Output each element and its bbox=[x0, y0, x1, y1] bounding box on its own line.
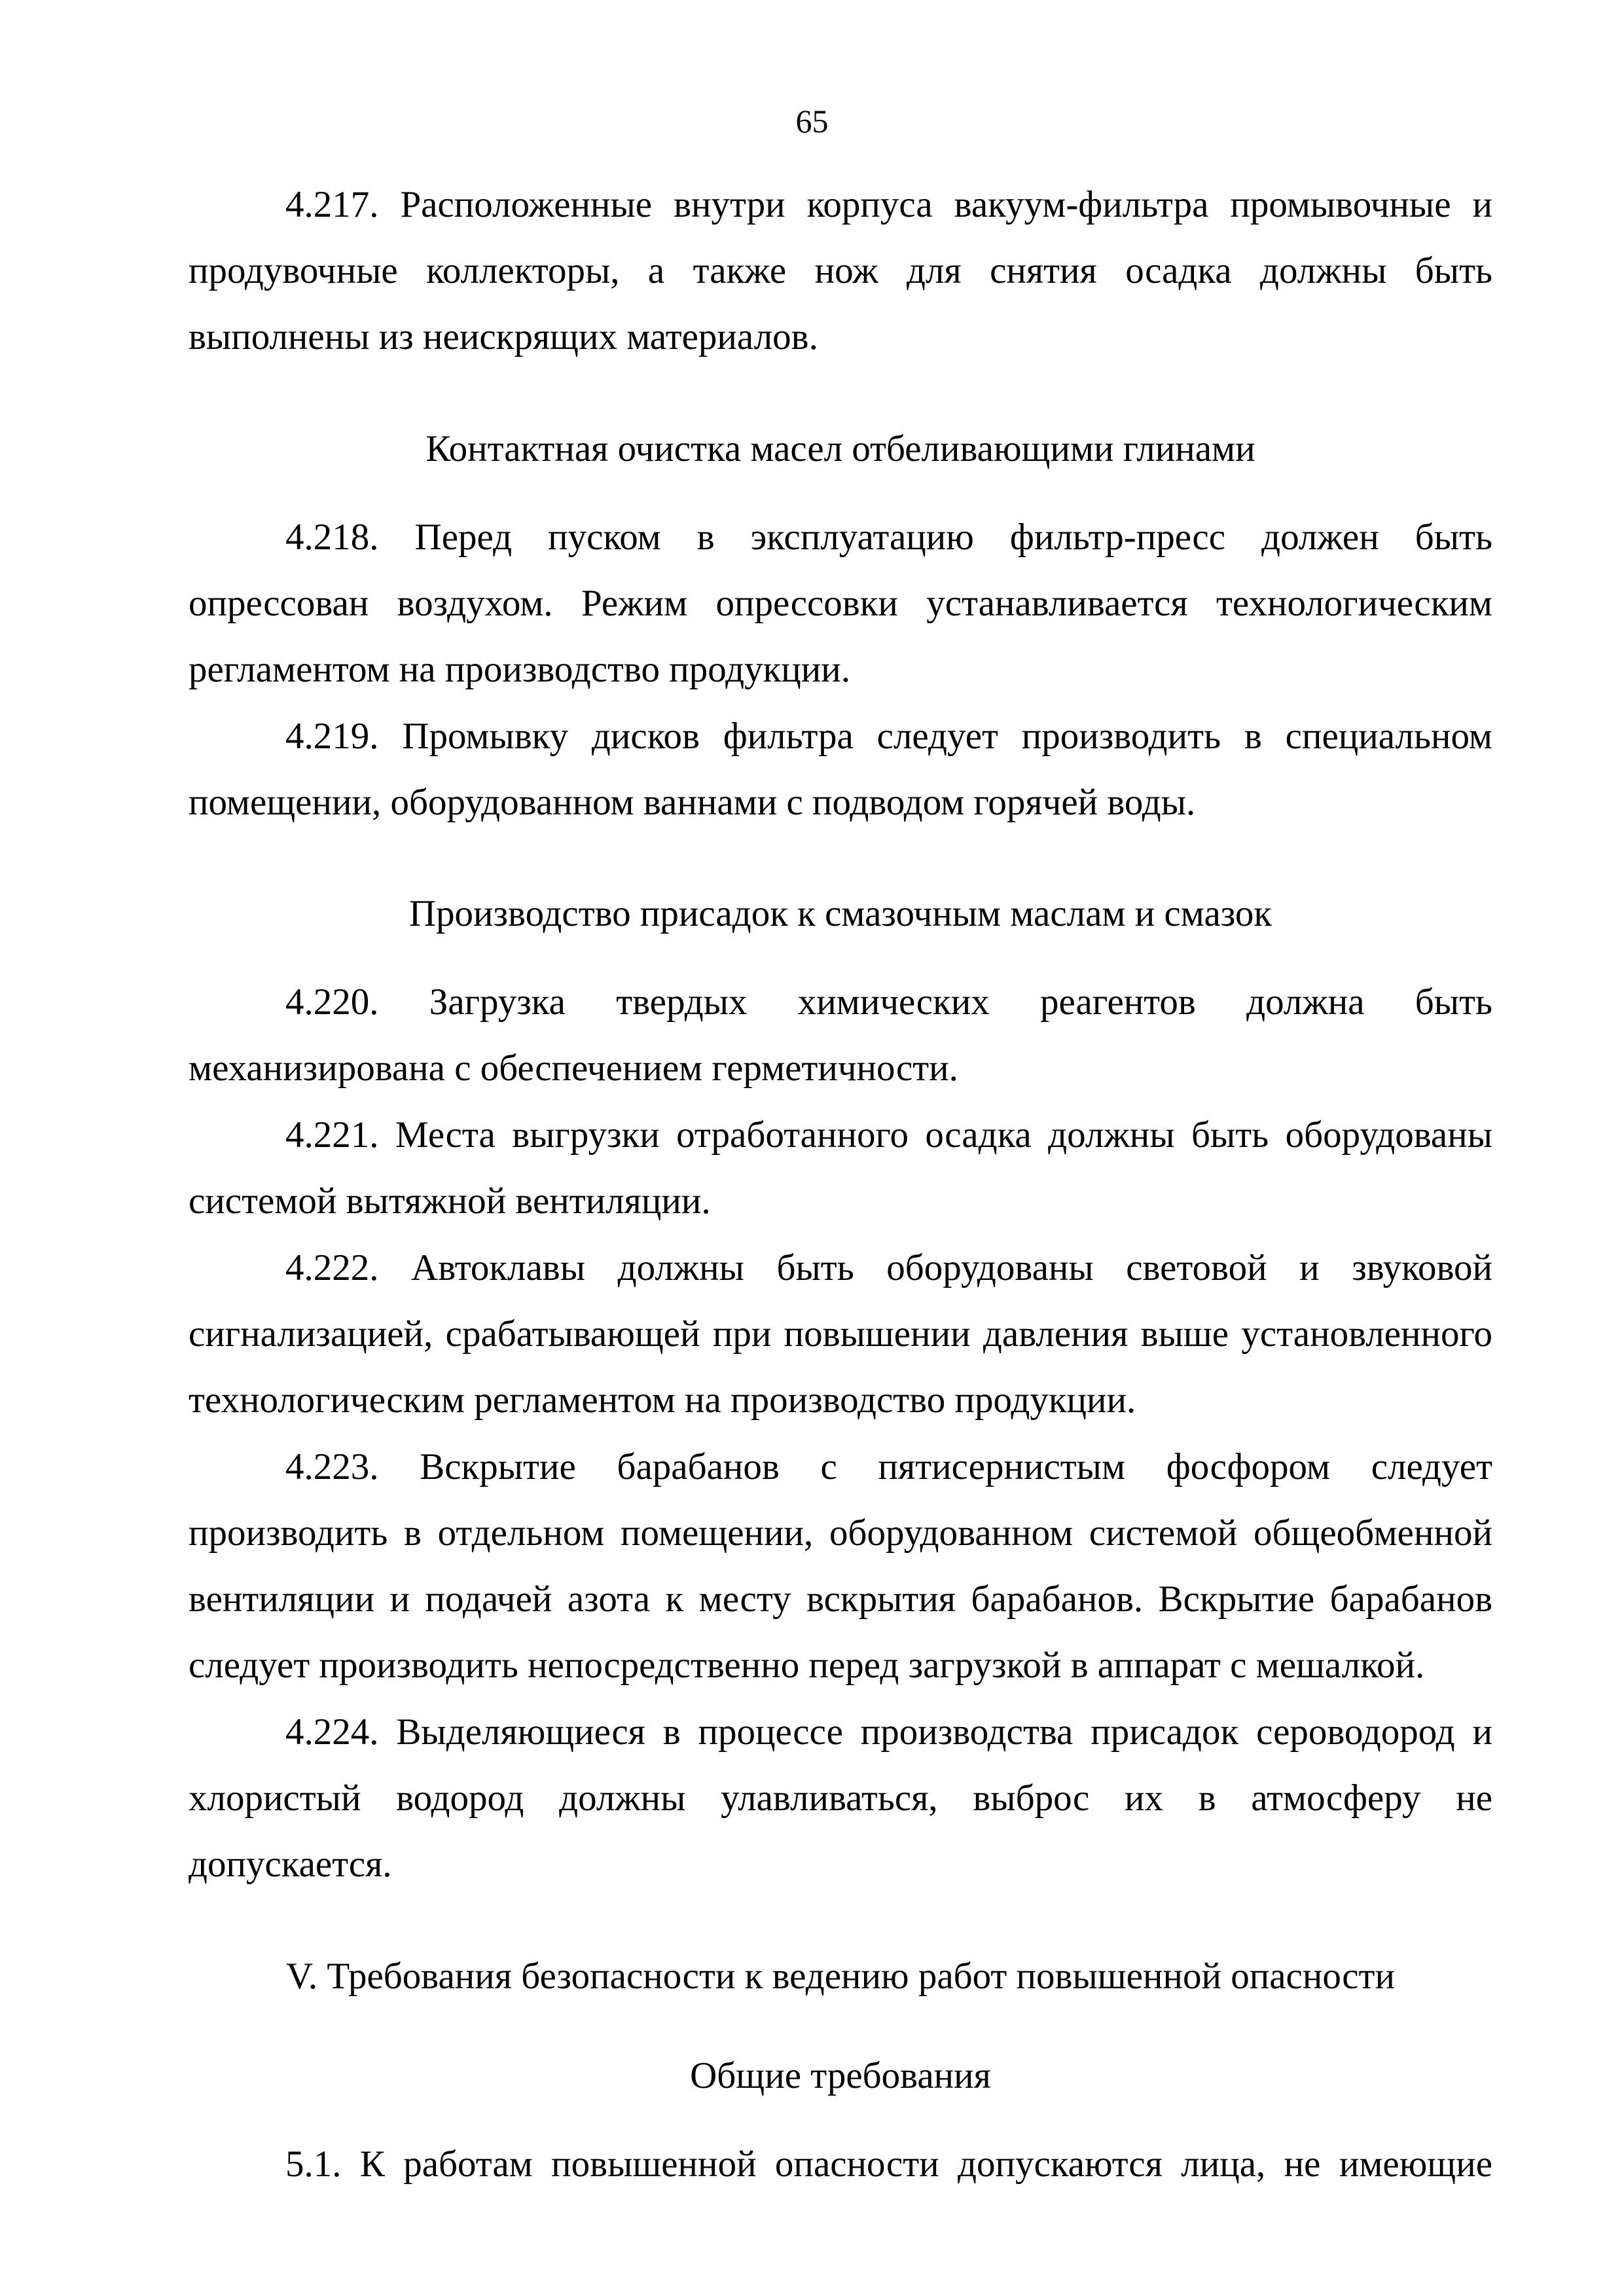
paragraph-5-1 bbox=[189, 2131, 1492, 2197]
section-heading-contact-cleaning bbox=[189, 416, 1492, 482]
paragraph-4-222 bbox=[189, 1235, 1492, 1433]
chapter-heading-v bbox=[189, 1943, 1492, 2009]
heading-text: Общие требования bbox=[690, 2055, 991, 2096]
paragraph-text: 4.219. Промывку дисков фильтра следует производить в специальном помещении, оборудованном ваннами с подводом горячей воды. bbox=[189, 716, 1492, 823]
heading-text: Контактная очистка масел отбеливающими глинами bbox=[425, 428, 1255, 469]
heading-text: V. Требования безопасности к ведению работ повышенной опасности bbox=[286, 1956, 1395, 1997]
paragraph-4-219 bbox=[189, 703, 1492, 835]
paragraph-text: 4.223. Вскрытие барабанов с пятисернистым фосфором следует производить в отдельном помещении, оборудованном системой общеобменной вентиляции и подачей азота к месту вскрытия барабанов. Вскрытие барабанов следует производить непосредственно перед загрузкой в аппарат с мешалкой. bbox=[189, 1446, 1492, 1686]
paragraph-text: 5.1. К работам повышенной опасности допускаются лица, не имеющие bbox=[285, 2143, 1492, 2185]
paragraph-4-221 bbox=[189, 1102, 1492, 1234]
paragraph-text: 4.220. Загрузка твердых химических реагентов должна быть механизирована с обеспечением герметичности. bbox=[189, 981, 1492, 1089]
paragraph-text: 4.224. Выделяющиеся в процессе производства присадок сероводород и хлористый водород должны улавливаться, выброс их в атмосферу не допускается. bbox=[189, 1711, 1492, 1885]
paragraph-4-217 bbox=[189, 172, 1492, 370]
section-heading-additives bbox=[189, 881, 1492, 947]
paragraph-text: 4.222. Автоклавы должны быть оборудованы световой и звуковой сигнализацией, срабатывающей при повышении давления выше установленного технологическим регламентом на производство продукции. bbox=[189, 1247, 1492, 1421]
paragraph-4-220 bbox=[189, 969, 1492, 1101]
paragraph-4-218 bbox=[189, 504, 1492, 702]
page-number: 65 bbox=[795, 103, 829, 139]
paragraph-4-223 bbox=[189, 1434, 1492, 1698]
paragraph-4-224 bbox=[189, 1699, 1492, 1897]
paragraph-text: 4.217. Расположенные внутри корпуса вакуум-фильтра промывочные и продувочные коллекторы, а также нож для снятия осадка должны быть выполнены из неискрящих материалов. bbox=[189, 184, 1492, 357]
paragraph-text: 4.221. Места выгрузки отработанного осадка должны быть оборудованы системой вытяжной вентиляции. bbox=[189, 1114, 1492, 1222]
paragraph-text: 4.218. Перед пуском в эксплуатацию фильтр-пресс должен быть опрессован воздухом. Режим опрессовки устанавливается технологическим регламентом на производство продукции. bbox=[189, 517, 1492, 690]
heading-text: Производство присадок к смазочным маслам и смазок bbox=[408, 893, 1272, 934]
section-heading-general bbox=[189, 2043, 1492, 2109]
